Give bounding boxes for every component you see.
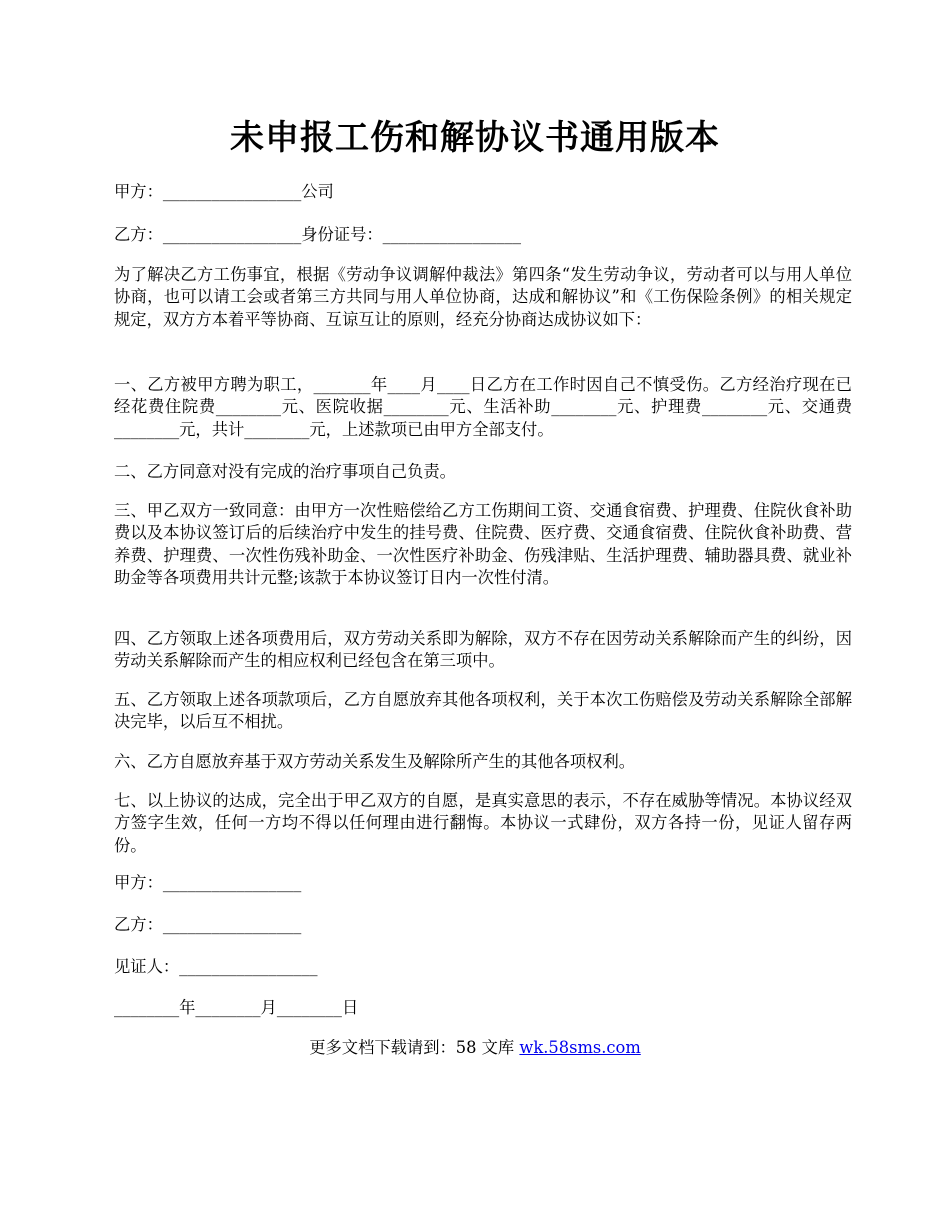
party-a-line: 甲方：_________________公司 xyxy=(114,182,334,201)
signature-date: ________年________月________日 xyxy=(114,998,359,1017)
clause-3: 三、甲乙双方一致同意：由甲方一次性赔偿给乙方工伤期间工资、交通食宿费、护理费、住院伙食补助费以及本协议签订后的后续治疗中发生的挂号费、住院费、医疗费、交通食宿费、住院伙食补助费、营养费、护理费、一次性伤残补助金、一次性医疗补助金、伤残津贴、生活护理费、辅助器具费、就业补助金等各项费用共计元整;该款于本协议签订日内一次性付清。 xyxy=(114,501,852,587)
footer-link[interactable]: wk.58sms.com xyxy=(519,1038,641,1057)
intro-paragraph: 为了解决乙方工伤事宜，根据《劳动争议调解仲裁法》第四条“发生劳动争议，劳动者可以与用人单位协商，也可以请工会或者第三方共同与用人单位协商，达成和解协议”和《工伤保险条例》的相关规定规定，双方方本着平等协商、互谅互让的原则，经充分协商达成协议如下： xyxy=(114,265,852,329)
clause-2: 二、乙方同意对没有完成的治疗事项自己负责。 xyxy=(114,462,456,481)
signature-party-b: 乙方：_________________ xyxy=(114,915,302,934)
signature-witness: 见证人：_________________ xyxy=(114,957,318,976)
footer-text: 更多文档下载请到：58 文库 xyxy=(309,1038,520,1057)
party-b-line: 乙方：_________________身份证号：_________________ xyxy=(114,225,522,244)
signature-party-a: 甲方：_________________ xyxy=(114,873,302,892)
clause-1: 一、乙方被甲方聘为职工，_______年____月____日乙方在工作时因自己不慎受伤。乙方经治疗现在已经花费住院费________元、医院收据________元、生活补助________元、护理费________元、交通费________元，共计________元，上述款项已由甲方全部支付。 xyxy=(114,375,852,439)
footer xyxy=(0,1037,950,1059)
clause-6: 六、乙方自愿放弃基于双方劳动关系发生及解除所产生的其他各项权利。 xyxy=(114,752,636,771)
clause-5: 五、乙方领取上述各项款项后，乙方自愿放弃其他各项权利，关于本次工伤赔偿及劳动关系解除全部解决完毕，以后互不相扰。 xyxy=(114,690,852,732)
clause-7: 七、以上协议的达成，完全出于甲乙双方的自愿，是真实意思的表示，不存在威胁等情况。本协议经双方签字生效，任何一方均不得以任何理由进行翻悔。本协议一式肆份，双方各持一份，见证人留存两份。 xyxy=(114,791,852,855)
document-title: 未申报工伤和解协议书通用版本 xyxy=(230,118,720,158)
clause-4: 四、乙方领取上述各项费用后，双方劳动关系即为解除，双方不存在因劳动关系解除而产生的纠纷，因劳动关系解除而产生的相应权利已经包含在第三项中。 xyxy=(114,629,852,671)
